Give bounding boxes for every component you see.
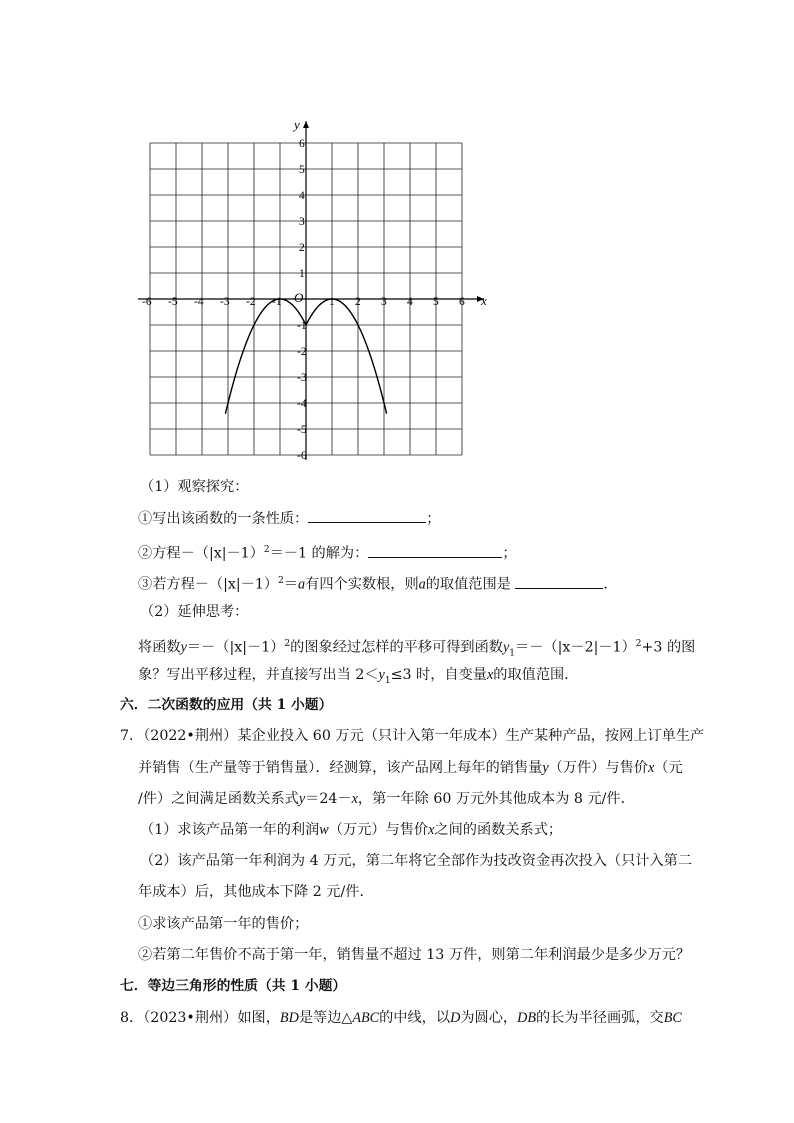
x-tick-label: -1 [272, 296, 282, 308]
answer-blank-3[interactable] [515, 574, 603, 589]
question-item-2: ②方程$-(|x|-1)^2=-1$ 的解为： ； [138, 540, 517, 564]
q7-line-1: 7．（2022•荆州）某企业投入 60 万元（只计入第一年成本）生产某种产品，按网上订单生产 [120, 728, 705, 744]
x-tick-label: 3 [381, 296, 387, 308]
x-tick-label: 1 [329, 296, 335, 308]
y-tick-label: -6 [297, 450, 307, 460]
y-tick-label: 1 [299, 268, 305, 280]
x-axis-label: x [481, 293, 487, 308]
part1-title: （1）观察探究： [140, 479, 249, 495]
x-tick-label: -5 [168, 296, 178, 308]
section-heading-6: 六．二次函数的应用（共 1 小题） [120, 697, 333, 713]
y-tick-label: 4 [299, 190, 305, 202]
y-tick-label: -3 [297, 372, 307, 384]
y-axis-arrow [303, 121, 309, 128]
q7-line-6: 年成本）后，其他成本下降 2 元/件． [138, 884, 374, 900]
y-tick-label: -1 [297, 320, 307, 332]
y-axis-label: y [294, 117, 300, 132]
function-graph [138, 100, 498, 460]
y-tick-label: 2 [299, 242, 305, 254]
origin-label: O [294, 290, 304, 305]
q7-line-4: （1）求该产品第一年的利润w（万元）与售价x之间的函数关系式； [140, 822, 563, 838]
question-item-3: ③若方程$-(|x|-1)^2=a$有四个实数根，则a的取值范围是 ． [138, 571, 618, 595]
section-heading-7: 七．等边三角形的性质（共 1 小题） [120, 978, 347, 994]
y-tick-label: -2 [297, 346, 307, 358]
answer-blank-2[interactable] [368, 543, 502, 558]
part2-line-1: 将函数$y=-(|x|-1)^2$的图象经过怎样的平移可得到函数$y_1=-(|x-2|-1)^2+3$ 的图 [138, 639, 696, 659]
q7-line-8: ②若第二年售价不高于第一年，销售量不超过 13 万件，则第二年利润最少是多少万元？ [138, 947, 691, 963]
q7-line-2: 并销售（生产量等于销售量）．经测算，该产品网上每年的销售量y（万件）与售价x（元 [138, 760, 683, 776]
q8-line-1: 8．（2023•荆州）如图，BD是等边△ABC的中线，以D为圆心，DB的长为半径画弧，交BC [120, 1010, 682, 1026]
y-tick-label: 3 [299, 216, 305, 228]
x-tick-label: 6 [459, 296, 465, 308]
part2-line-2: 象？写出平移过程，并直接写出当 $2<y_1\le 3$ 时，自变量x的取值范围． [138, 667, 579, 686]
x-tick-label: 4 [407, 296, 413, 308]
x-tick-label: -6 [142, 296, 152, 308]
x-tick-label: 2 [355, 296, 361, 308]
q7-line-3: /件）之间满足函数关系式y＝24－x，第一年除 60 万元外其他成本为 8 元/件． [138, 791, 635, 807]
y-tick-label: 5 [299, 164, 305, 176]
y-tick-label: -5 [297, 424, 307, 436]
y-tick-label: 6 [299, 138, 305, 150]
q7-line-7: ①求该产品第一年的售价； [138, 916, 309, 932]
x-tick-label: -3 [220, 296, 230, 308]
answer-blank-1[interactable] [308, 508, 426, 523]
x-tick-label: -2 [246, 296, 256, 308]
y-tick-label: -4 [297, 398, 307, 410]
question-item-1: ①写出该函数的一条性质： ； [138, 508, 440, 529]
x-tick-label: 5 [433, 296, 439, 308]
part2-title: （2）延伸思考： [140, 604, 249, 620]
q7-line-5: （2）该产品第一年利润为 4 万元，第二年将它全部作为技改资金再次投入（只计入第二 [140, 853, 693, 869]
x-tick-label: -4 [194, 296, 204, 308]
